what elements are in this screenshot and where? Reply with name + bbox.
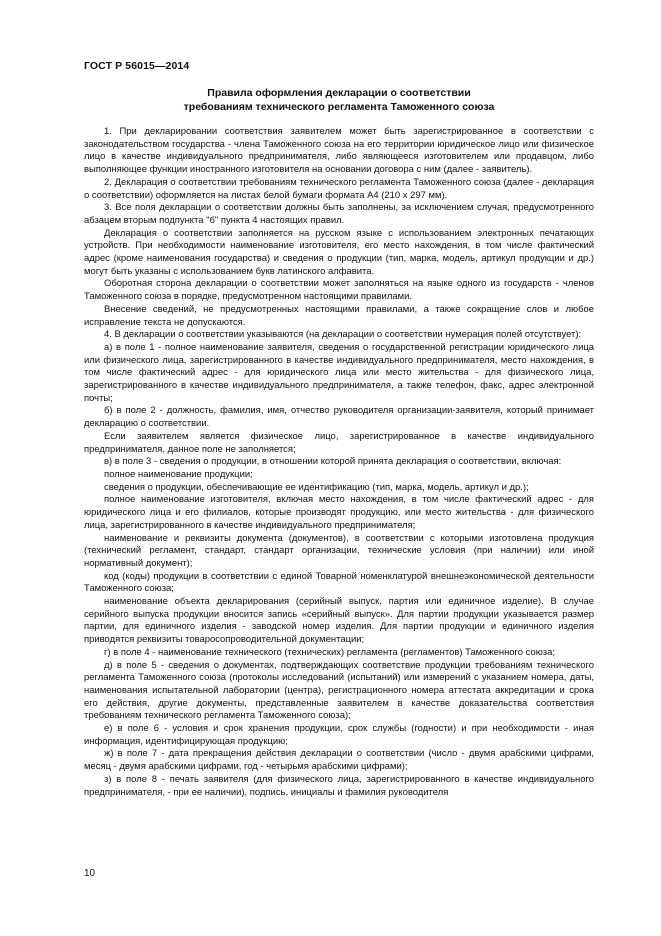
paragraph: Внесение сведений, не предусмотренных настоящими правилами, а также сокращение слов и любое исправление текста не допускаются. [84,303,594,328]
paragraph: полное наименование продукции; [104,468,253,480]
paragraph: 4. В декларации о соответствии указываются (на декларации о соответствии нумерация полей отсутствует): [104,329,582,341]
paragraph: 3. Все поля декларации о соответствии должны быть заполнены, за исключением случая, предусмотренного абзацем вторым подпункта "б" пункта 4 настоящих правил. [84,202,594,226]
paragraph: Оборотная сторона декларации о соответствии может заполняться на языке одного из государств - членов Таможенного союза в порядке, предусмотренном настоящими правилами. [84,278,594,303]
paragraph: наименование и реквизиты документа (документов), в соответствии с которыми изготовлена продукция (технический регламент, стандарт, стандарт организации, технические условия (при наличии) или иной нормативный документ); [84,532,594,569]
paragraph: 2. Декларация о соответствии требованиям технического регламента Таможенного союза (далее - декларация о соответствии) оформляется на листах белой бумаги формата А4 (210 х 297 мм). [84,176,594,201]
paragraph: ж) в поле 7 - дата прекращения действия декларации о соответствии (число - двумя арабскими цифрами, месяц - двумя арабскими цифрами, год - четырьмя арабскими цифрами); [84,748,594,773]
paragraph: Если заявителем является физическое лицо, зарегистрированное в качестве индивидуального предпринимателя, данное поле не заполняется; [84,430,594,455]
paragraph: полное наименование изготовителя, включая место нахождения, в том числе фактический адрес - для юридического лица и его филиалов, которые производят продукцию, или место жительства - для физического лица, зарегистрированного в качестве индивидуального предпринимателя; [84,494,594,531]
paragraph: а) в поле 1 - полное наименование заявителя, сведения о государственной регистрации юридического лица или физического лица, зарегистрированного в качестве индивидуального предпринимателя, место нахождения, в том числе фактический адрес - для юридического лица или место жительства - для физического лица, зарегистрированного в качестве индивидуального предпринимателя, а также телефон, факс, адрес электронной почты; [84,341,594,404]
paragraph: д) в поле 5 - сведения о документах, подтверждающих соответствие продукции требованиям технического регламента Таможенного союза (протоколы исследований (испытаний) или измерений с указанием номера, даты, наименования испытательной лаборатории (центра), регистрационного номера аттестата аккредитации и срока его действия, другие документы, представленные заявителем в качестве доказательства соответствия требованиям технического регламента Таможенного союза); [84,659,594,722]
document-body [84,126,594,799]
paragraph: з) в поле 8 - печать заявителя (для физического лица, зарегистрированного в качестве индивидуального предпринимателя, - при ее наличии), подпись, инициалы и фамилия руководителя [84,773,594,798]
paragraph: код (коды) продукции в соответствии с единой Товарной номенклатурой внешнеэкономической деятельности Таможенного союза; [84,570,594,595]
section-title-line-2: требованиям технического регламента Таможенного союза [183,101,495,113]
paragraph: г) в поле 4 - наименование технического (технических) регламента (регламентов) Таможенного союза; [104,646,556,658]
page-number: 10 [84,868,96,879]
paragraph: е) в поле 6 - условия и срок хранения продукции, срок службы (годности) и при необходимости - иная информация, идентифицирующая продукцию; [84,723,594,747]
document-header [84,60,189,72]
paragraph: сведения о продукции, обеспечивающие ее идентификацию (тип, марка, модель, артикул и др.); [104,481,529,493]
paragraph: 1. При декларировании соответствия заявителем может быть зарегистрированное в соответствии с законодательством государства - члена Таможенного союза на его территории юридическое лицо или физическое лицо в качестве индивидуального предпринимателя, либо являющееся изготовителем или продавцом, либо выполняющее функции иностранного изготовителя на основании договора с ним (далее - заявитель). [84,126,594,176]
paragraph: наименование объекта декларирования (серийный выпуск, партия или единичное изделие). В случае серийного выпуска продукции вносится запись «серийный выпуск». Для партии продукции указывается размер партии, для единичного изделия - заводской номер изделия. Для партии продукции и единичного изделия приводятся реквизиты товаросопроводительной документации; [84,596,594,646]
section-title [84,86,594,114]
paragraph: Декларация о соответствии заполняется на русском языке с использованием электронных печатающих устройств. При необходимости наименование изготовителя, его место нахождения, в том числе фактический адрес (кроме наименования государства) и сведения о продукции (тип, марка, модель, артикул продукции и др.) могут быть указаны с использованием букв латинского алфавита. [84,227,594,277]
paragraph: в) в поле 3 - сведения о продукции, в отношении которой принята декларация о соответствии, включая: [104,456,562,468]
paragraph: б) в поле 2 - должность, фамилия, имя, отчество руководителя организации-заявителя, который принимает декларацию о соответствии. [84,405,594,430]
standard-code: ГОСТ Р 56015—2014 [84,60,190,72]
section-title-line-1: Правила оформления декларации о соответствии [207,87,471,99]
